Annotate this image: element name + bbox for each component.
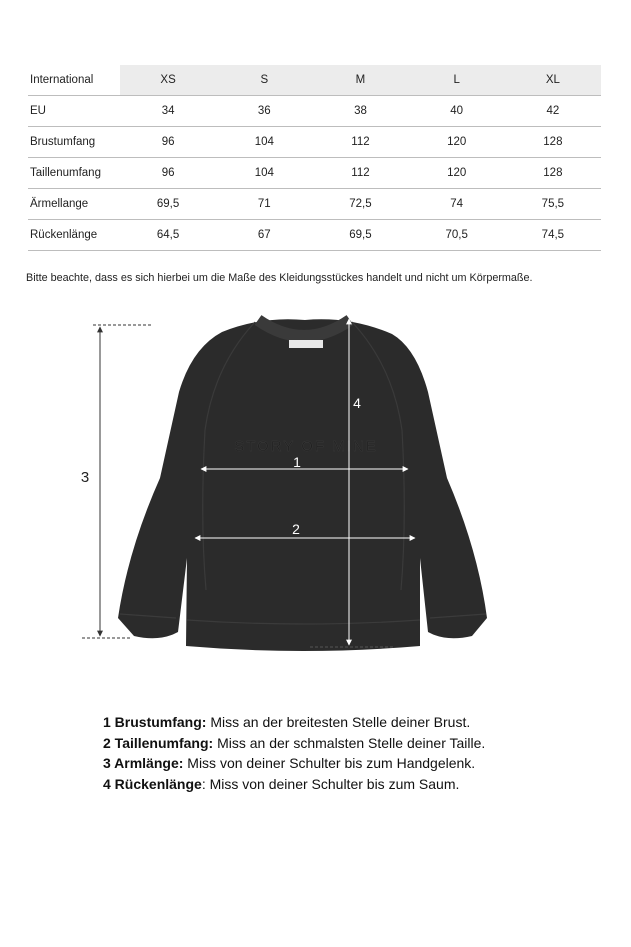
size-xs: XS: [120, 65, 216, 96]
marker-waist-label: 2: [292, 521, 300, 537]
size-s: S: [216, 65, 312, 96]
legend-item-back: 4 Rückenlänge: Miss von deiner Schulter bis zum Saum.: [103, 775, 460, 792]
table-cell: 128: [505, 158, 601, 189]
table-cell: 96: [120, 158, 216, 189]
table-cell: 120: [409, 127, 505, 158]
marker-back-label: 4: [353, 395, 361, 411]
table-cell: 104: [216, 158, 312, 189]
table-cell: 74,5: [505, 220, 601, 251]
table-row: [28, 158, 601, 189]
legend-item-sleeve: 3 Armlänge: Miss von deiner Schulter bis zum Handgelenk.: [103, 755, 476, 771]
row-label: Brustumfang: [28, 127, 120, 158]
marker-chest-label: 1: [293, 454, 301, 470]
table-cell: 112: [312, 158, 408, 189]
sweatshirt-diagram: [0, 300, 631, 670]
table-cell: 71: [216, 189, 312, 220]
row-label: EU: [28, 96, 120, 127]
table-row: [28, 220, 601, 251]
size-table: [28, 65, 601, 251]
table-cell: 112: [312, 127, 408, 158]
table-cell: 104: [216, 127, 312, 158]
size-table-header: [28, 65, 601, 96]
table-row: [28, 127, 601, 158]
measurement-legend: [103, 712, 485, 794]
header-label: International: [28, 65, 120, 96]
table-cell: 96: [120, 127, 216, 158]
table-cell: 74: [409, 189, 505, 220]
sweatshirt-illustration: [118, 319, 487, 651]
row-label: Rückenlänge: [28, 220, 120, 251]
table-cell: 38: [312, 96, 408, 127]
table-cell: 34: [120, 96, 216, 127]
table-row: [28, 96, 601, 127]
row-label: Ärmellange: [28, 189, 120, 220]
marker-sleeve-label: 3: [80, 469, 90, 486]
table-cell: 72,5: [312, 189, 408, 220]
size-l: L: [409, 65, 505, 96]
size-note: Bitte beachte, dass es sich hierbei um die Maße des Kleidungsstückes handelt und nicht um Körpermaße.: [26, 272, 533, 284]
table-cell: 69,5: [120, 189, 216, 220]
row-label: Taillenumfang: [28, 158, 120, 189]
table-cell: 36: [216, 96, 312, 127]
embroidery-text: STORY OF MINE: [234, 438, 378, 455]
legend-item-chest: 1 Brustumfang: Miss an der breitesten Stelle deiner Brust.: [103, 714, 471, 730]
table-cell: 70,5: [409, 220, 505, 251]
table-cell: 75,5: [505, 189, 601, 220]
legend-item-waist: 2 Taillenumfang: Miss an der schmalsten Stelle deiner Taille.: [103, 734, 486, 751]
size-m: M: [312, 65, 408, 96]
size-xl: XL: [505, 65, 601, 96]
table-cell: 40: [409, 96, 505, 127]
table-cell: 67: [216, 220, 312, 251]
table-cell: 128: [505, 127, 601, 158]
table-cell: 69,5: [312, 220, 408, 251]
table-cell: 120: [409, 158, 505, 189]
table-cell: 64,5: [120, 220, 216, 251]
table-row: [28, 189, 601, 220]
table-cell: 42: [505, 96, 601, 127]
